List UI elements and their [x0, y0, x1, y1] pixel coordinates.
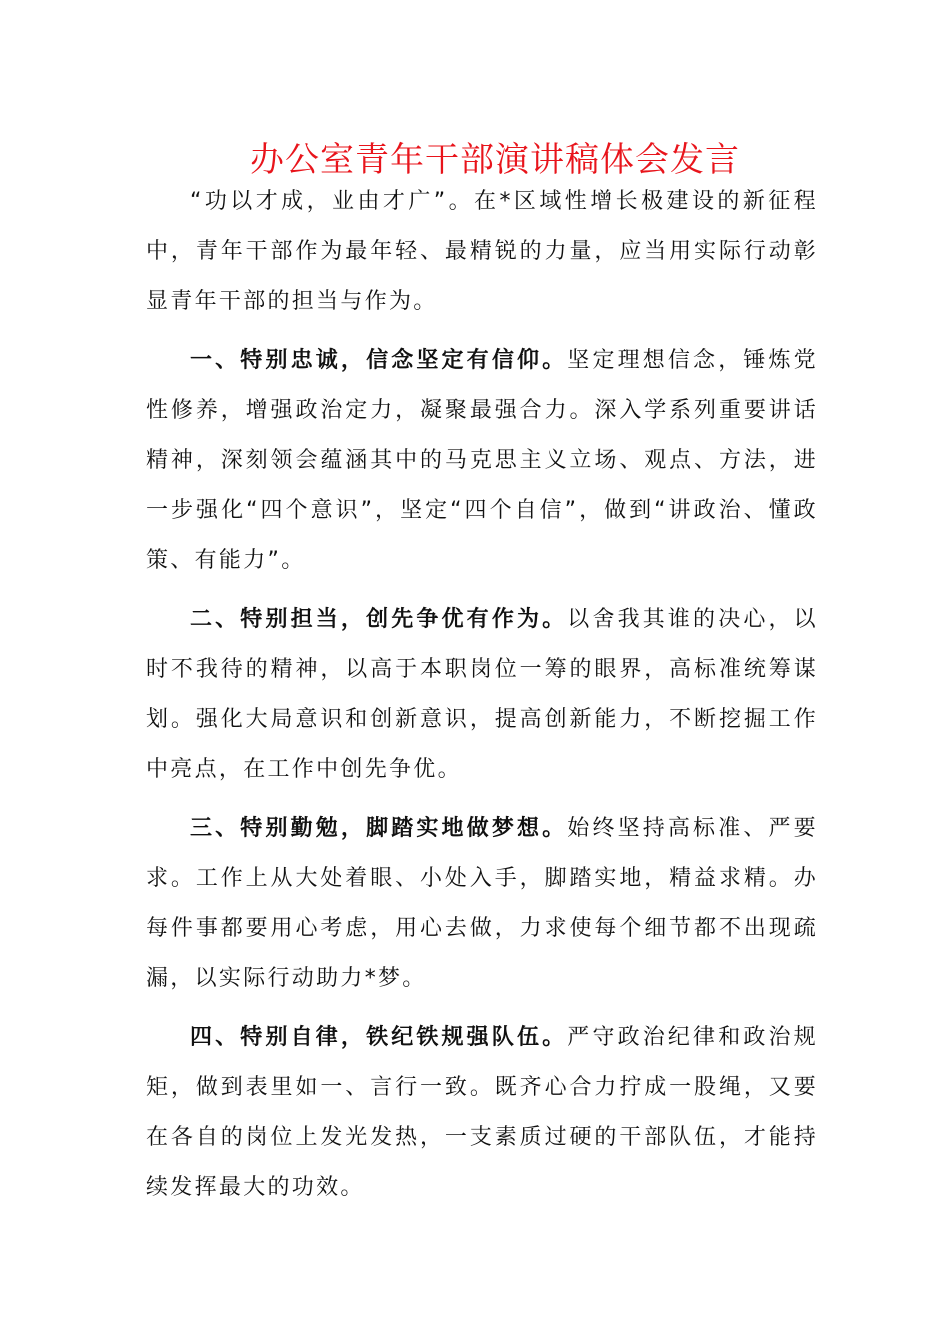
- document-body: [146, 177, 818, 1222]
- section-heading-4: 四、特别自律，铁纪铁规强队伍。: [190, 1025, 568, 1050]
- section-body-4: 严守政治纪律和政治规矩，做到表里如一、言行一致。既齐心合力拧成一股绳，又要在各自的岗位上发光发热，一支素质过硬的干部队伍，才能持续发挥最大的功效。: [146, 1025, 818, 1200]
- intro-paragraph: “功以才成，业由才广”。在*区域性增长极建设的新征程中，青年干部作为最年轻、最精锐的力量，应当用实际行动彰显青年干部的担当与作为。: [146, 189, 818, 314]
- section-heading-1: 一、特别忠诚，信念坚定有信仰。: [190, 348, 568, 373]
- section-paragraph-2: [146, 595, 818, 795]
- page-title: 办公室青年干部演讲稿体会发言: [250, 140, 740, 180]
- section-heading-3: 三、特别勤勉，脚踏实地做梦想。: [190, 816, 568, 841]
- section-paragraph-4: [146, 1013, 818, 1213]
- section-paragraph-1: [146, 336, 818, 586]
- section-body-2: 以舍我其谁的决心，以时不我待的精神，以高于本职岗位一筹的眼界，高标准统筹谋划。强化大局意识和创新意识，提高创新能力，不断挖掘工作中亮点，在工作中创先争优。: [146, 607, 818, 782]
- section-paragraph-3: [146, 804, 818, 1004]
- section-body-3: 始终坚持高标准、严要求。工作上从大处着眼、小处入手，脚踏实地，精益求精。办每件事都要用心考虑，用心去做，力求使每个细节都不出现疏漏，以实际行动助力*梦。: [146, 816, 818, 991]
- section-heading-2: 二、特别担当，创先争优有作为。: [190, 607, 568, 632]
- section-body-1: 坚定理想信念，锤炼党性修养，增强政治定力，凝聚最强合力。深入学系列重要讲话精神，深刻领会蕴涵其中的马克思主义立场、观点、方法，进一步强化“四个意识”，坚定“四个自信”，做到“讲政治、懂政策、有能力”。: [146, 348, 818, 573]
